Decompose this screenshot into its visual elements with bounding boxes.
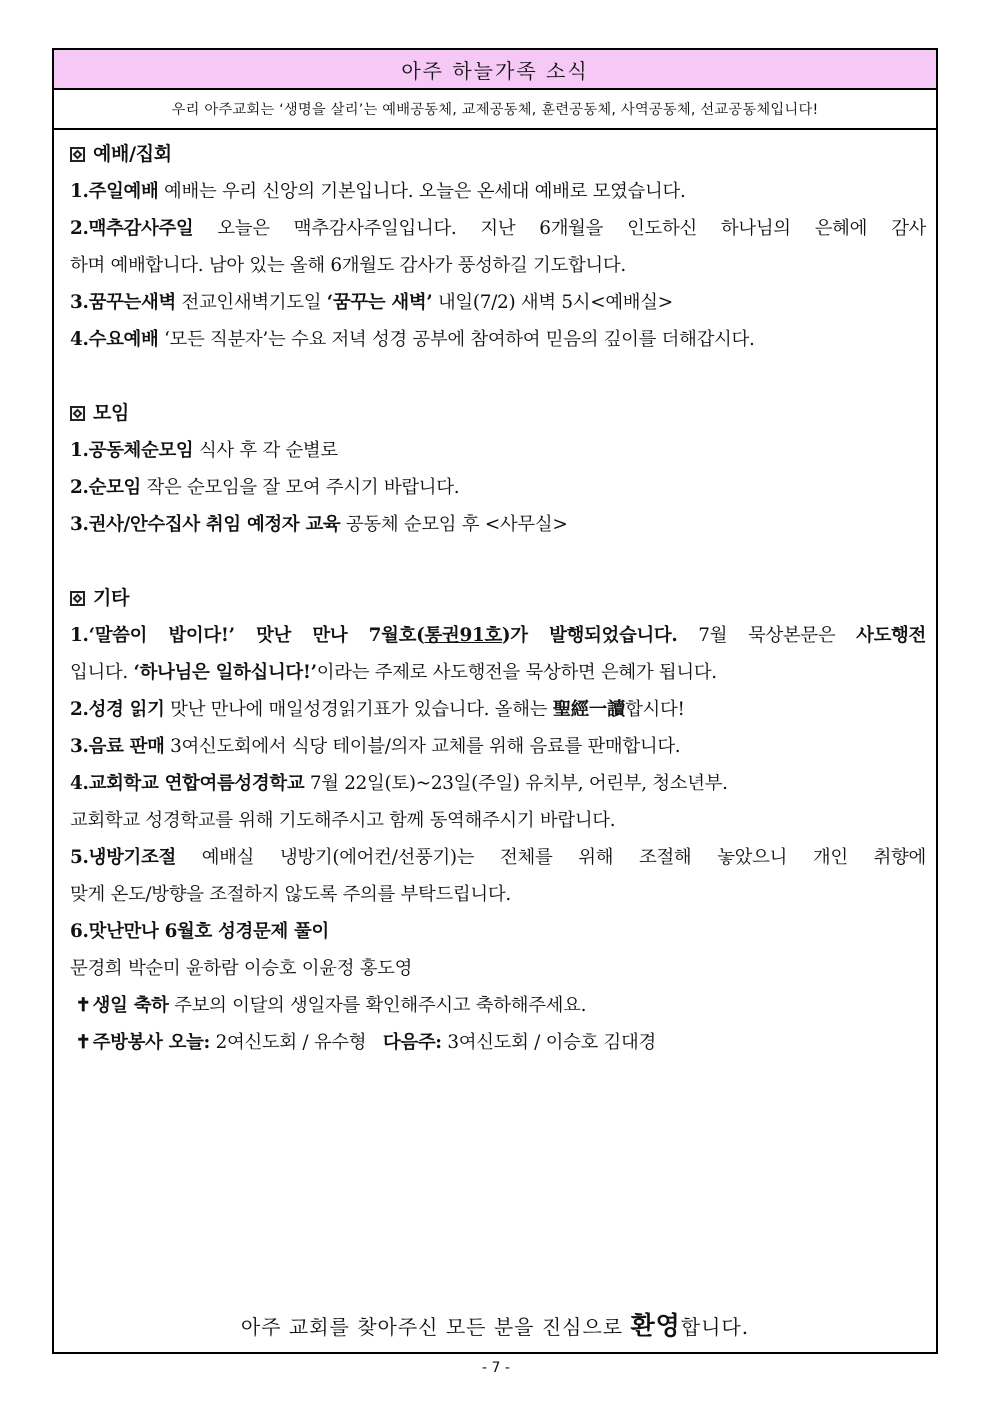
- etc-item-1: 1.‘말씀이 밥이다!’ 맛난 만나 7월호(통권91호)가 발행되었습니다. 7월 묵상본문은 사도행전: [70, 625, 926, 646]
- etc-item-4: 4.교회학교 연합여름성경학교 7월 22일(토)~23일(주일) 유치부, 어린부, 청소년부.: [70, 773, 728, 794]
- etc-item-6: 6.맛난만나 6월호 성경문제 풀이: [70, 921, 329, 942]
- diamond-square-icon: [70, 147, 85, 162]
- meeting-item-1: 1.공동체순모임 식사 후 각 순별로: [70, 440, 338, 461]
- etc-item-2: 2.성경 읽기 맛난 만나에 매일성경읽기표가 있습니다. 올해는 聖經一讀합시다!: [70, 699, 685, 720]
- cross-icon: ✝: [75, 1032, 91, 1053]
- welcome-message: 아주 교회를 찾아주신 모든 분을 진심으로 환영합니다.: [240, 1311, 750, 1340]
- worship-item-2-cont: 하며 예배합니다. 남아 있는 올해 6개월도 감사가 풍성하길 기도합니다.: [70, 255, 626, 276]
- page-number: - 7 -: [482, 1360, 510, 1376]
- etc-item-3: 3.음료 판매 3여신도회에서 식당 테이블/의자 교체를 위해 음료를 판매합니다.: [70, 736, 681, 757]
- diamond-square-icon: [70, 591, 85, 606]
- etc-item-4-cont: 교회학교 성경학교를 위해 기도해주시고 함께 동역해주시기 바랍니다.: [70, 810, 616, 831]
- meeting-item-2: 2.순모임 작은 순모임을 잘 모여 주시기 바랍니다.: [70, 477, 460, 498]
- etc-item-5: 5.냉방기조절 예배실 냉방기(에어컨/선풍기)는 전체를 위해 조절해 놓았으니 개인 취향에: [70, 847, 926, 868]
- church-motto: 우리 아주교회는 ‘생명을 살리’는 예배공동체, 교제공동체, 훈련공동체, 사역공동체, 선교공동체입니다!: [54, 90, 936, 130]
- section-worship: 예배/집회: [70, 136, 926, 173]
- cross-icon: ✝: [75, 995, 91, 1016]
- etc-item-5-cont: 맞게 온도/방향을 조절하지 않도록 주의를 부탁드립니다.: [70, 884, 511, 905]
- worship-item-4: 4.수요예배 ‘모든 직분자’는 수요 저녁 성경 공부에 참여하여 믿음의 깊이를 더해갑시다.: [70, 329, 755, 350]
- bulletin-content: [54, 130, 936, 1061]
- worship-item-3: 3.꿈꾸는새벽 전교인새벽기도일 ‘꿈꾸는 새벽’ 내일(7/2) 새벽 5시<예배실>: [70, 292, 673, 313]
- bulletin-frame: [52, 48, 938, 1354]
- quiz-winners: 문경희 박순미 윤하람 이승호 이윤정 홍도영: [70, 958, 413, 979]
- kitchen-service: ✝ 주방봉사 오늘: 2여신도회 / 유수형 다음주: 3여신도회 / 이승호 김대경: [75, 1032, 656, 1053]
- diamond-square-icon: [70, 406, 85, 421]
- worship-item-2: 2.맥추감사주일 오늘은 맥추감사주일입니다. 지난 6개월을 인도하신 하나님의 은혜에 감사: [70, 218, 926, 239]
- birthday-notice: ✝ 생일 축하 주보의 이달의 생일자를 확인해주시고 축하해주세요.: [75, 995, 587, 1016]
- etc-item-1-cont: 입니다. ‘하나님은 일하십니다!’이라는 주제로 사도행전을 묵상하면 은혜가 됩니다.: [70, 662, 717, 683]
- section-etc: 기타: [70, 580, 926, 617]
- worship-item-1: 1.주일예배 예배는 우리 신앙의 기본입니다. 오늘은 온세대 예배로 모였습니다.: [70, 181, 686, 202]
- meeting-item-3: 3.권사/안수집사 취임 예정자 교육 공동체 순모임 후 <사무실>: [70, 514, 568, 535]
- section-meeting: 모임: [70, 395, 926, 432]
- page-title: 아주 하늘가족 소식: [54, 50, 936, 90]
